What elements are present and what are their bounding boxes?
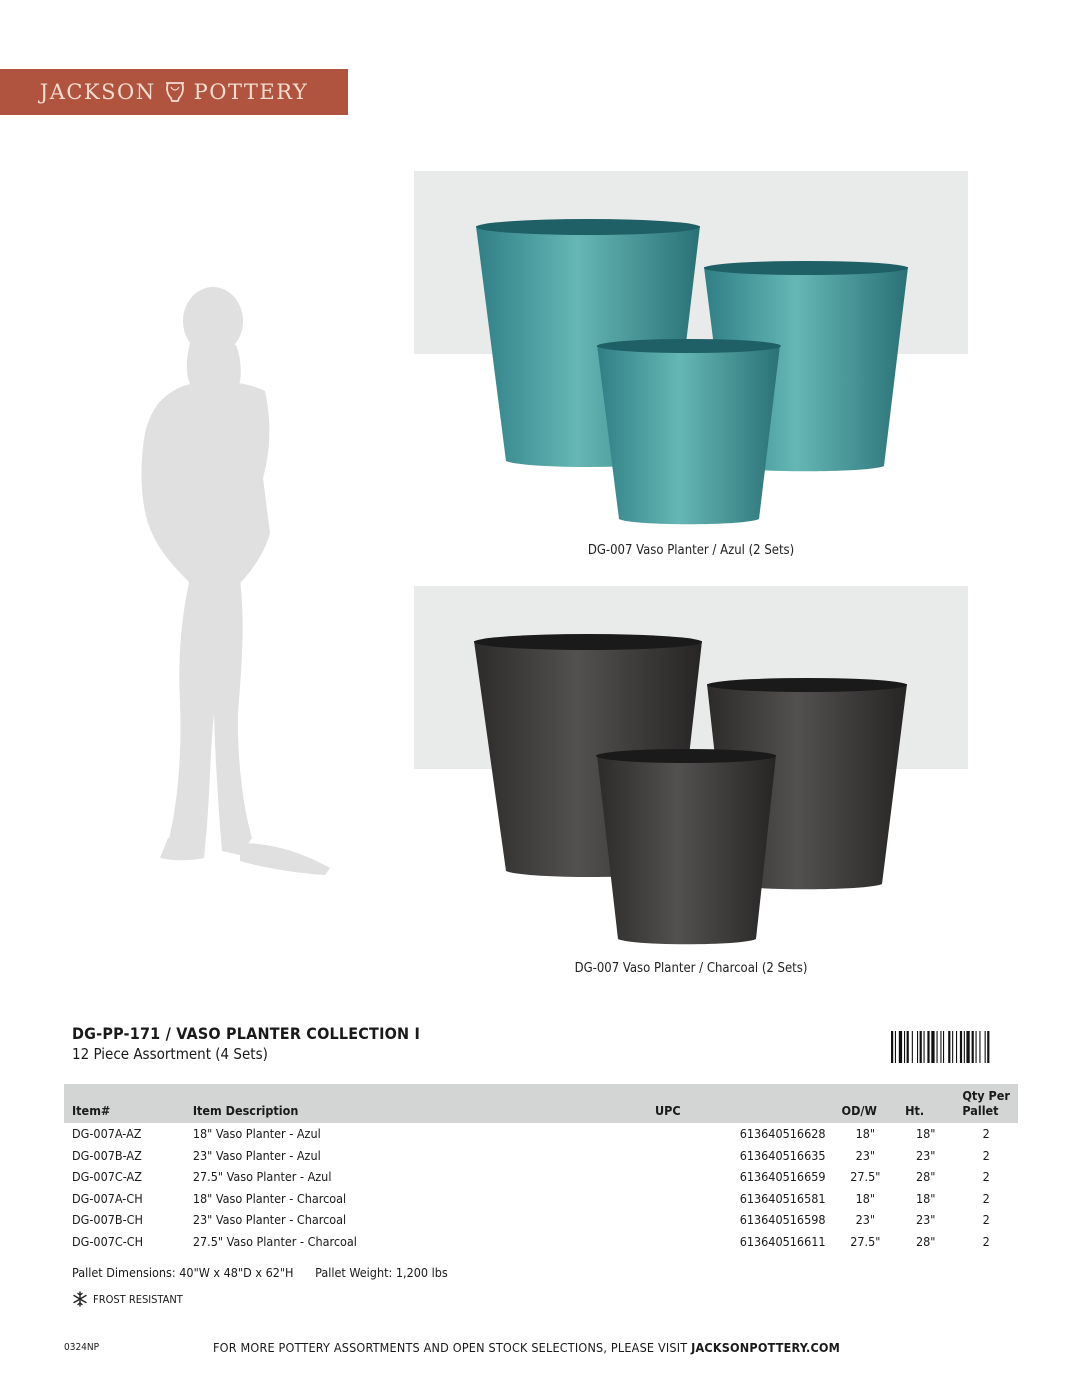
cell-item: DG-007A-CH (72, 1190, 143, 1206)
brand-name-right: POTTERY (193, 80, 309, 104)
cell-upc: 613640516581 (739, 1190, 826, 1206)
pallet-weight: Pallet Weight: 1,200 lbs (315, 1265, 448, 1280)
header-ht: Ht. (897, 1084, 954, 1123)
cell-ht: 28" (916, 1169, 936, 1184)
footer-website-link[interactable]: JACKSONPOTTERY.COM (691, 1340, 841, 1355)
cell-upc: 613640516635 (739, 1147, 826, 1163)
cell-description: 27.5" Vaso Planter - Charcoal (192, 1233, 357, 1249)
cell-odw: 23" (855, 1212, 876, 1227)
cell-ht: 23" (916, 1212, 936, 1227)
cell-upc: 613640516659 (739, 1169, 826, 1184)
collection-title: DG-PP-171 / VASO PLANTER COLLECTION I (72, 1024, 421, 1043)
azul-caption: DG-007 Vaso Planter / Azul (2 Sets) (587, 543, 795, 558)
cell-item: DG-007A-AZ (72, 1126, 142, 1141)
cell-odw: 18" (855, 1126, 876, 1141)
items-table (64, 1084, 1018, 1252)
table-row (64, 1188, 1018, 1210)
cell-upc: 613640516628 (739, 1126, 826, 1141)
table-row (64, 1145, 1018, 1167)
cell-description: 23" Vaso Planter - Azul (192, 1147, 321, 1163)
header-qty (954, 1084, 1018, 1123)
cell-item: DG-007B-AZ (72, 1147, 142, 1163)
table-row (64, 1166, 1018, 1188)
cell-odw: 27.5" (850, 1233, 881, 1249)
cell-qty: 2 (982, 1190, 990, 1206)
cell-odw: 27.5" (850, 1169, 881, 1184)
cell-description: 18" Vaso Planter - Azul (192, 1126, 321, 1141)
cell-ht: 18" (916, 1190, 936, 1206)
header-odw: OD/W (834, 1084, 898, 1123)
header-qty-line1: Qty Per (962, 1088, 1010, 1103)
header-upc: UPC (647, 1084, 834, 1123)
header-description: Item Description (185, 1084, 647, 1123)
cell-qty: 2 (982, 1147, 990, 1163)
footer-note (213, 1340, 840, 1355)
urn-icon (162, 79, 188, 105)
charcoal-caption: DG-007 Vaso Planter / Charcoal (2 Sets) (574, 961, 808, 976)
collection-subtitle: 12 Piece Assortment (4 Sets) (72, 1045, 268, 1063)
document-code: 0324NP (64, 1342, 100, 1353)
cell-qty: 2 (982, 1233, 990, 1249)
cell-item: DG-007C-AZ (72, 1169, 142, 1184)
snowflake-icon (72, 1291, 88, 1307)
barcode-image (891, 1031, 1020, 1063)
pallet-dimensions: Pallet Dimensions: 40"W x 48"D x 62"H (72, 1265, 294, 1280)
table-row (64, 1123, 1018, 1145)
cell-item: DG-007C-CH (72, 1233, 144, 1249)
cell-ht: 23" (916, 1147, 936, 1163)
cell-qty: 2 (982, 1169, 990, 1184)
table-header-row (64, 1084, 1018, 1123)
table-row (64, 1231, 1018, 1253)
frost-resistant-badge (72, 1291, 183, 1307)
person-silhouette (130, 283, 360, 883)
cell-upc: 613640516598 (739, 1212, 826, 1227)
cell-upc: 613640516611 (739, 1233, 826, 1249)
cell-ht: 28" (916, 1233, 936, 1249)
brand-name-left: JACKSON (39, 80, 156, 104)
azul-planters-image (414, 171, 968, 531)
cell-odw: 23" (855, 1147, 876, 1163)
pallet-info (72, 1265, 448, 1280)
footer-text: FOR MORE POTTERY ASSORTMENTS AND OPEN STOCK SELECTIONS, PLEASE VISIT (213, 1340, 692, 1355)
brand-banner (0, 69, 348, 115)
cell-description: 27.5" Vaso Planter - Azul (192, 1169, 332, 1184)
cell-odw: 18" (855, 1190, 876, 1206)
cell-description: 23" Vaso Planter - Charcoal (192, 1212, 347, 1227)
cell-qty: 2 (982, 1126, 990, 1141)
cell-item: DG-007B-CH (72, 1212, 143, 1227)
frost-label: FROST RESISTANT (93, 1292, 183, 1306)
header-qty-line2: Pallet (962, 1103, 999, 1118)
cell-description: 18" Vaso Planter - Charcoal (192, 1190, 347, 1206)
cell-ht: 18" (916, 1126, 936, 1141)
charcoal-planters-image (414, 586, 968, 956)
cell-qty: 2 (982, 1212, 990, 1227)
header-item: Item# (64, 1084, 185, 1123)
collection-header (72, 1024, 420, 1063)
table-row (64, 1209, 1018, 1231)
